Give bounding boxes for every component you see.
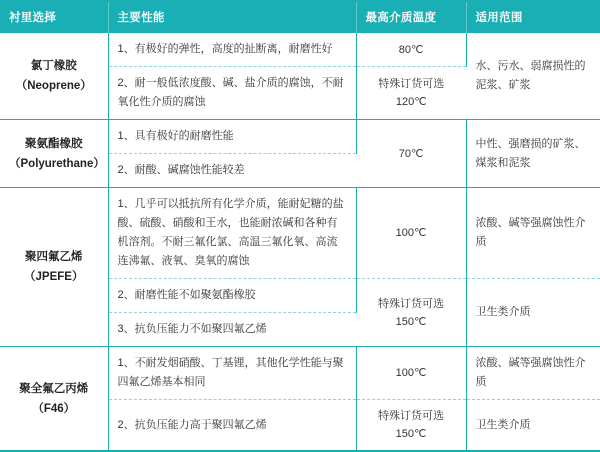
cell-max-temp: [356, 279, 466, 347]
material-name-line1: 氯丁橡胶: [30, 60, 77, 72]
cell-property: 2、耐磨性能不如聚氨酯橡胶: [108, 279, 356, 313]
column-header-scope: 适用范围: [466, 1, 600, 33]
cell-property: 2、耐一般低浓度酸、碱、盐介质的腐蚀，不耐氧化性介质的腐蚀: [108, 67, 356, 120]
cell-material-polyurethane: [0, 120, 108, 188]
cell-max-temp: [356, 67, 466, 120]
cell-scope: 浓酸、碱等强腐蚀性介质: [466, 347, 600, 400]
cell-material-neoprene: [0, 33, 108, 120]
material-name-line1: 聚全氟乙丙烯: [19, 382, 89, 395]
table-row: [0, 33, 600, 67]
column-header-max-temp: 最高介质温度: [356, 1, 466, 33]
cell-max-temp: 80℃: [356, 33, 466, 67]
temp-option-label: 特殊订货可选: [378, 297, 444, 310]
cell-property: 3、抗负压能力不如聚四氟乙烯: [117, 323, 267, 335]
table-header-row: [0, 1, 600, 33]
cell-max-temp: 70℃: [356, 120, 466, 188]
temp-option-value: 150℃: [395, 315, 427, 328]
temp-option-value: 120℃: [395, 96, 427, 108]
cell-scope: 水、污水、弱腐损性的泥浆、矿浆: [466, 33, 600, 120]
cell-max-temp: 100℃: [356, 188, 466, 279]
cell-scope: 卫生类介质: [475, 418, 531, 431]
material-name-line2: （Neoprene）: [15, 80, 92, 92]
table-row: [0, 347, 600, 400]
table-header: [0, 1, 600, 33]
cell-scope: 卫生类介质: [475, 306, 531, 318]
column-header-lining: 衬里选择: [0, 1, 108, 33]
material-name-line2: （F46）: [32, 402, 76, 415]
table-body: [0, 33, 600, 452]
cell-max-temp: 100℃: [356, 347, 466, 400]
cell-property: 1、不耐发烟硝酸、丁基锂，其他化学性能与聚四氟乙烯基本相同: [108, 347, 356, 400]
cell-property: 1、几乎可以抵抗所有化学介质，能耐妃糖的盐酸、硫酸、硝酸和王水，也能耐浓碱和各种有机溶剂。不耐三氟化氯、高温三氟化氧、高流连沸氟、液氧、臭氧的腐蚀: [108, 188, 356, 279]
table-row: [0, 188, 600, 279]
cell-property: 1、有极好的弹性，高度的扯断离，耐磨性好: [108, 33, 356, 67]
material-name-line1: 聚四氟乙烯: [25, 251, 83, 263]
temp-option-value: 150℃: [395, 428, 427, 440]
cell-max-temp: [356, 400, 466, 452]
cell-scope: 中性、强磨损的矿浆、煤浆和泥浆: [466, 120, 600, 188]
temp-option-label: 特殊订货可选: [378, 410, 444, 422]
cell-scope: 浓酸、碱等强腐蚀性介质: [466, 188, 600, 279]
cell-property: 1、具有极好的耐磨性能: [108, 120, 356, 154]
material-name-line2: （JPEFE）: [24, 271, 84, 283]
cell-material-f46: [0, 347, 108, 452]
temp-option-label: 特殊订货可选: [378, 78, 445, 90]
material-name-line2: （Polyurethane）: [9, 157, 105, 170]
column-header-properties: 主要性能: [108, 1, 356, 33]
cell-property: 2、抗负压能力高于聚四氟乙烯: [108, 400, 356, 452]
cell-property: 2、耐酸、碱腐蚀性能较差: [117, 164, 245, 176]
cell-material-jpefe: [0, 188, 108, 347]
table-row: [0, 120, 600, 154]
material-name-line1: 聚氨酯橡胶: [25, 137, 83, 150]
